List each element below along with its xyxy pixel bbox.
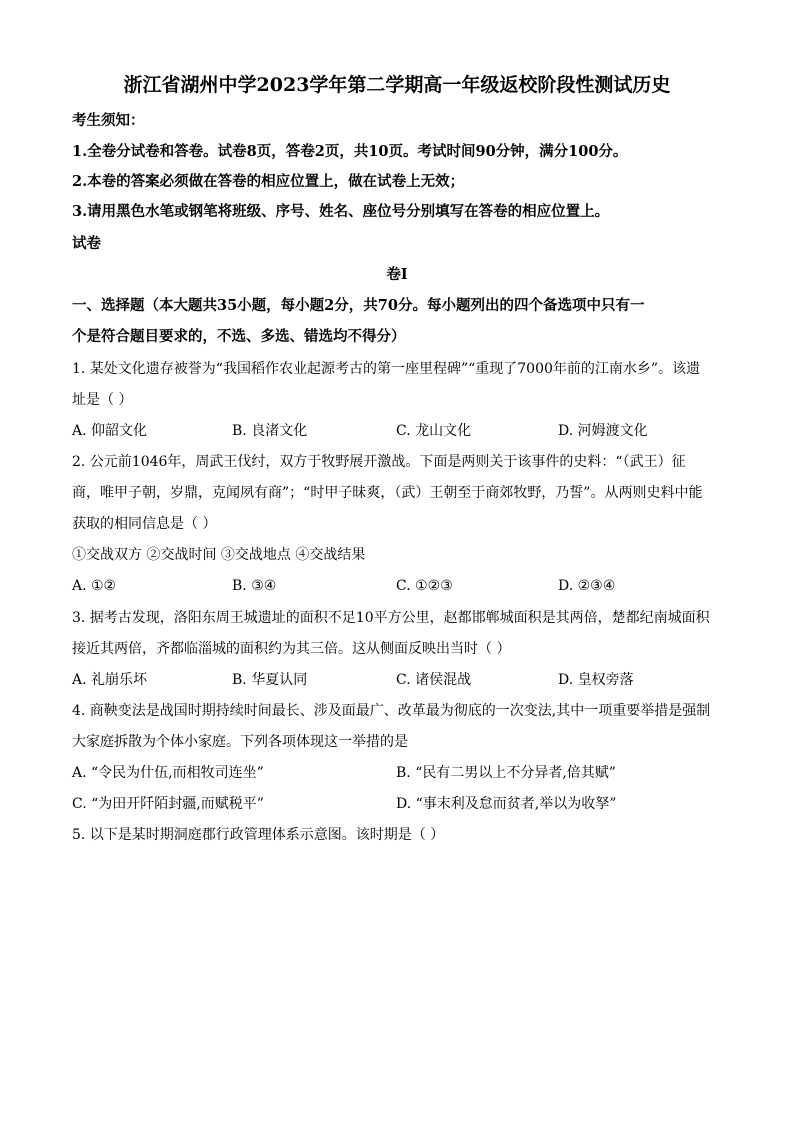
question-1-option-a: A. 仰韶文化 (72, 423, 148, 439)
notice-item-2: 2.本卷的答案必须做在答卷的相应位置上，做在试卷上无效； (72, 173, 465, 190)
question-2-line-1: 2. 公元前1046年，周武王伐纣，双方于牧野展开激战。下面是两则关于该事件的史料：“（武王）征 (72, 454, 686, 470)
question-3-line-2: 接近其两倍，齐都临淄城的面积约为其三倍。这从侧面反映出当时（ ） (72, 641, 511, 657)
question-3-option-c: C. 诸侯混战 (396, 672, 472, 688)
question-2-option-b: B. ③④ (232, 578, 277, 594)
question-3-line-1: 3. 据考古发现，洛阳东周王城遗址的面积不足10平方公里，赵都邯郸城面积是其两倍，楚都纪南城面积 (72, 610, 710, 626)
volume-label: 卷Ⅰ (386, 266, 408, 283)
question-3-option-a: A. 礼崩乐坏 (72, 672, 148, 688)
question-2-option-a: A. ①② (72, 578, 117, 594)
question-4-line-1: 4. 商鞅变法是战国时期持续时间最长、涉及面最广、改革最为彻底的一次变法,其中一项重要举措是强制 (72, 703, 711, 719)
question-4-line-2: 大家庭拆散为个体小家庭。下列各项体现这一举措的是 (72, 734, 408, 750)
question-4-option-d: D. “事末利及怠而贫者,举以为收孥” (396, 796, 617, 812)
notice-item-3: 3.请用黑色水笔或钢笔将班级、序号、姓名、座位号分别填写在答卷的相应位置上。 (72, 203, 610, 220)
question-1-line-2: 址是（ ） (72, 392, 133, 408)
notice-heading: 考生须知： (72, 112, 145, 129)
question-4-option-b: B. “民有二男以上不分异者,倍其赋” (396, 765, 616, 781)
question-4-option-c: C. “为田开阡陌封疆,而赋税平” (72, 796, 264, 812)
question-3-option-b: B. 华夏认同 (232, 672, 308, 688)
question-2-line-2: 商，唯甲子朝，岁鼎，克闻夙有商”；“时甲子昧爽，（武）王朝至于商郊牧野，乃誓”。从两则史料中能 (72, 485, 703, 501)
question-5-line-1: 5. 以下是某时期洞庭郡行政管理体系示意图。该时期是（ ） (72, 827, 445, 843)
section-heading-line-2: 个是符合题目要求的，不选、多选、错选均不得分） (72, 328, 406, 345)
question-2-option-c: C. ①②③ (396, 578, 453, 594)
question-1-option-d: D. 河姆渡文化 (558, 423, 648, 439)
question-4-option-a: A. “令民为什伍,而相牧司连坐” (72, 765, 264, 781)
question-1-option-c: C. 龙山文化 (396, 423, 472, 439)
question-1-option-b: B. 良渚文化 (232, 423, 308, 439)
question-2-option-d: D. ②③④ (558, 578, 616, 594)
question-2-line-4: ①交战双方 ②交战时间 ③交战地点 ④交战结果 (72, 547, 366, 563)
paper-label: 试卷 (72, 235, 101, 252)
notice-item-1: 1.全卷分试卷和答卷。试卷8页，答卷2页，共10页。考试时间90分钟，满分100分。 (72, 143, 628, 160)
question-2-line-3: 获取的相同信息是（ ） (72, 516, 217, 532)
question-1-line-1: 1. 某处文化遗存被誉为“我国稻作农业起源考古的第一座里程碑”“重现了7000年前的江南水乡”。该遗 (72, 361, 701, 377)
page-title: 浙江省湖州中学2023学年第二学期高一年级返校阶段性测试历史 (123, 74, 671, 96)
section-heading-line-1: 一、选择题（本大题共35小题，每小题2分，共70分。每小题列出的四个备选项中只有一 (72, 297, 645, 314)
question-3-option-d: D. 皇权旁落 (558, 672, 634, 688)
